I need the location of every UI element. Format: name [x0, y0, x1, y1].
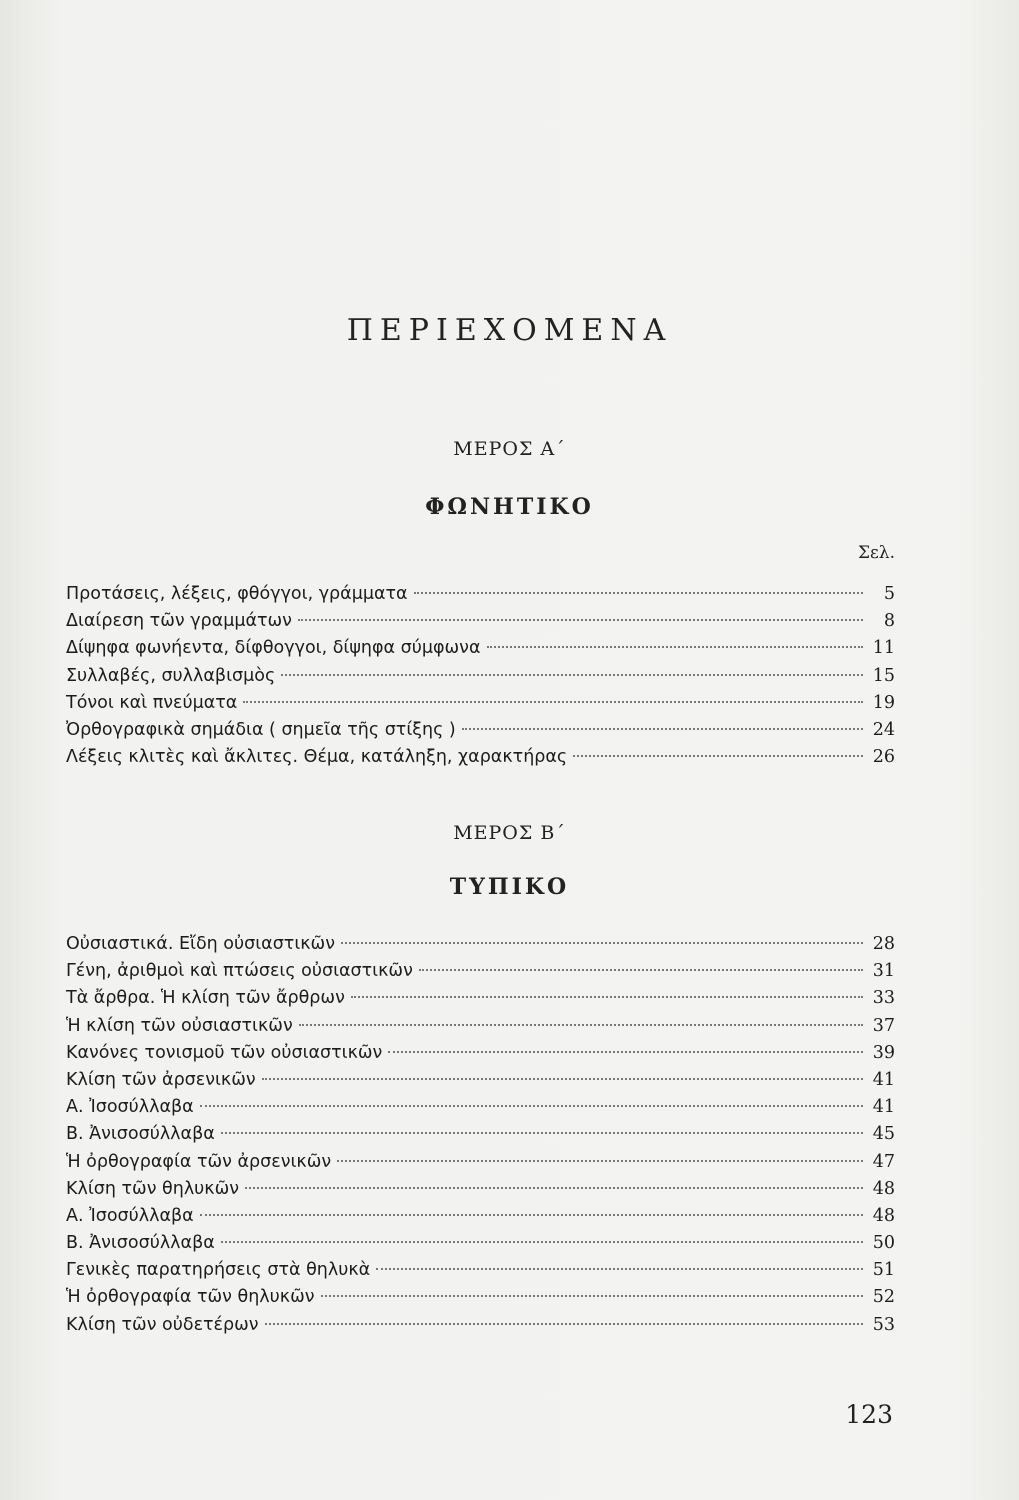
toc-entry-title: Κλίση τῶν οὐδετέρων — [66, 1314, 259, 1335]
dot-leader — [321, 1295, 863, 1297]
toc-entry — [66, 1203, 895, 1230]
dot-leader — [419, 969, 863, 971]
toc-entry-page: 48 — [872, 1178, 895, 1199]
toc-entry-title: Λέξεις κλιτὲς καὶ ἄκλιτες. Θέμα, κατάληξη, χαρακτήρας — [66, 747, 568, 768]
toc-entry-page: 48 — [872, 1205, 895, 1226]
dot-leader — [221, 1132, 863, 1134]
toc-entry — [66, 1176, 895, 1203]
toc-entry-title: Γένη, ἀριθμοὶ καὶ πτώσεις οὐσιαστικῶν — [66, 961, 413, 982]
toc-entry — [66, 663, 895, 690]
toc-entry-title: Τὰ ἄρθρα. Ἡ κλίση τῶν ἄρθρων — [66, 988, 345, 1009]
toc-entry — [66, 1094, 895, 1121]
dot-leader — [200, 1105, 863, 1107]
toc-entry — [66, 1013, 895, 1040]
toc-entry — [66, 985, 895, 1012]
toc-entry-page: 31 — [872, 961, 895, 982]
toc-entry — [66, 1230, 895, 1257]
toc-entry — [66, 1312, 895, 1339]
toc-entry-title: Ἡ ὀρθογραφία τῶν θηλυκῶν — [66, 1287, 315, 1308]
toc-entry-title: Κανόνες τονισμοῦ τῶν οὐσιαστικῶν — [66, 1042, 383, 1063]
toc-entry-title: Συλλαβές, συλλαβισμὸς — [66, 665, 276, 686]
dot-leader — [281, 674, 863, 676]
dot-leader — [262, 1078, 863, 1080]
toc-entry-page: 26 — [872, 747, 895, 768]
toc-entry-title: Α. Ἰσοσύλλαβα — [66, 1205, 194, 1226]
dot-leader — [462, 728, 863, 730]
toc-entry — [66, 1284, 895, 1311]
toc-entry-title: Προτάσεις, λέξεις, φθόγγοι, γράμματα — [66, 584, 408, 604]
toc-entry-page: 53 — [872, 1314, 895, 1335]
dot-leader — [388, 1051, 863, 1053]
toc-entry-page: 5 — [883, 584, 895, 604]
toc-entry — [66, 744, 895, 771]
toc-entry-page: 50 — [872, 1233, 895, 1254]
dot-leader — [221, 1241, 863, 1243]
toc-entry-title: Γενικὲς παρατηρήσεις στὰ θηλυκὰ — [66, 1260, 371, 1281]
toc-entry — [66, 717, 895, 744]
toc-entry — [66, 1149, 895, 1176]
dot-leader — [245, 1187, 863, 1189]
toc-entry — [66, 1067, 895, 1094]
toc-entry — [66, 931, 895, 958]
toc-entry-page: 24 — [872, 719, 895, 740]
toc-entry-page: 15 — [872, 665, 895, 686]
toc-entry-title: Ἡ κλίση τῶν οὐσιαστικῶν — [66, 1015, 293, 1036]
toc-entry — [66, 1257, 895, 1284]
toc-entry — [66, 581, 895, 608]
toc-entry-title: Τόνοι καὶ πνεύματα — [66, 692, 238, 713]
toc-entry — [66, 635, 895, 662]
toc-entry — [66, 1121, 895, 1148]
page-title: ΠΕΡΙΕΧΟΜΕΝΑ — [346, 313, 673, 348]
dot-leader — [337, 1160, 863, 1162]
toc-entry-page: 51 — [872, 1260, 895, 1281]
toc-entry-page: 37 — [872, 1015, 895, 1036]
dot-leader — [341, 942, 863, 944]
toc-list-part-b — [66, 931, 895, 1339]
toc-entry-title: Ἡ ὀρθογραφία τῶν ἀρσενικῶν — [66, 1151, 332, 1172]
toc-entry — [66, 958, 895, 985]
toc-entry-title: Κλίση τῶν θηλυκῶν — [66, 1178, 240, 1199]
toc-entry-page: 41 — [872, 1097, 895, 1118]
toc-list-part-a — [66, 581, 895, 771]
page-number: 123 — [845, 1400, 893, 1429]
toc-entry-title: Κλίση τῶν ἀρσενικῶν — [66, 1069, 256, 1090]
dot-leader — [299, 1024, 863, 1026]
toc-entry-title: Β. Ἀνισοσύλλαβα — [66, 1233, 215, 1254]
dot-leader — [265, 1323, 863, 1325]
toc-entry-title: Ὀρθογραφικὰ σημάδια ( σημεῖα τῆς στίξης ) — [66, 719, 456, 740]
toc-entry — [66, 690, 895, 717]
page-column-label: Σελ. — [857, 543, 895, 563]
toc-entry-page: 45 — [872, 1124, 895, 1145]
toc-entry-title: Οὐσιαστικά. Εἴδη οὐσιαστικῶν — [66, 934, 335, 954]
toc-entry-title: Διαίρεση τῶν γραμμάτων — [66, 611, 292, 632]
toc-entry — [66, 608, 895, 635]
dot-leader — [414, 592, 863, 594]
toc-entry-title: Α. Ἰσοσύλλαβα — [66, 1097, 194, 1118]
dot-leader — [351, 996, 863, 998]
toc-entry-page: 47 — [872, 1151, 895, 1172]
toc-entry-page: 19 — [872, 692, 895, 713]
toc-entry-title: Δίψηφα φωνήεντα, δίφθογγοι, δίψηφα σύμφωνα — [66, 638, 481, 659]
toc-entry-page: 11 — [872, 638, 895, 659]
part-a-label: ΜΕΡΟΣ Α΄ — [453, 438, 566, 460]
toc-entry-page: 28 — [872, 934, 895, 954]
part-a-section-title: ΦΩΝΗΤΙΚΟ — [425, 494, 594, 520]
dot-leader — [298, 619, 863, 621]
dot-leader — [487, 646, 864, 648]
toc-entry-title: Β. Ἀνισοσύλλαβα — [66, 1124, 215, 1145]
dot-leader — [573, 755, 863, 757]
dot-leader — [376, 1268, 863, 1270]
toc-entry-page: 8 — [883, 611, 895, 632]
part-b-section-title: ΤΥΠΙΚΟ — [449, 874, 570, 900]
toc-entry-page: 41 — [872, 1069, 895, 1090]
part-b-label: ΜΕΡΟΣ Β΄ — [453, 822, 566, 844]
dot-leader — [243, 701, 863, 703]
toc-entry — [66, 1040, 895, 1067]
toc-entry-page: 52 — [872, 1287, 895, 1308]
dot-leader — [200, 1214, 863, 1216]
toc-entry-page: 39 — [872, 1042, 895, 1063]
toc-entry-page: 33 — [872, 988, 895, 1009]
